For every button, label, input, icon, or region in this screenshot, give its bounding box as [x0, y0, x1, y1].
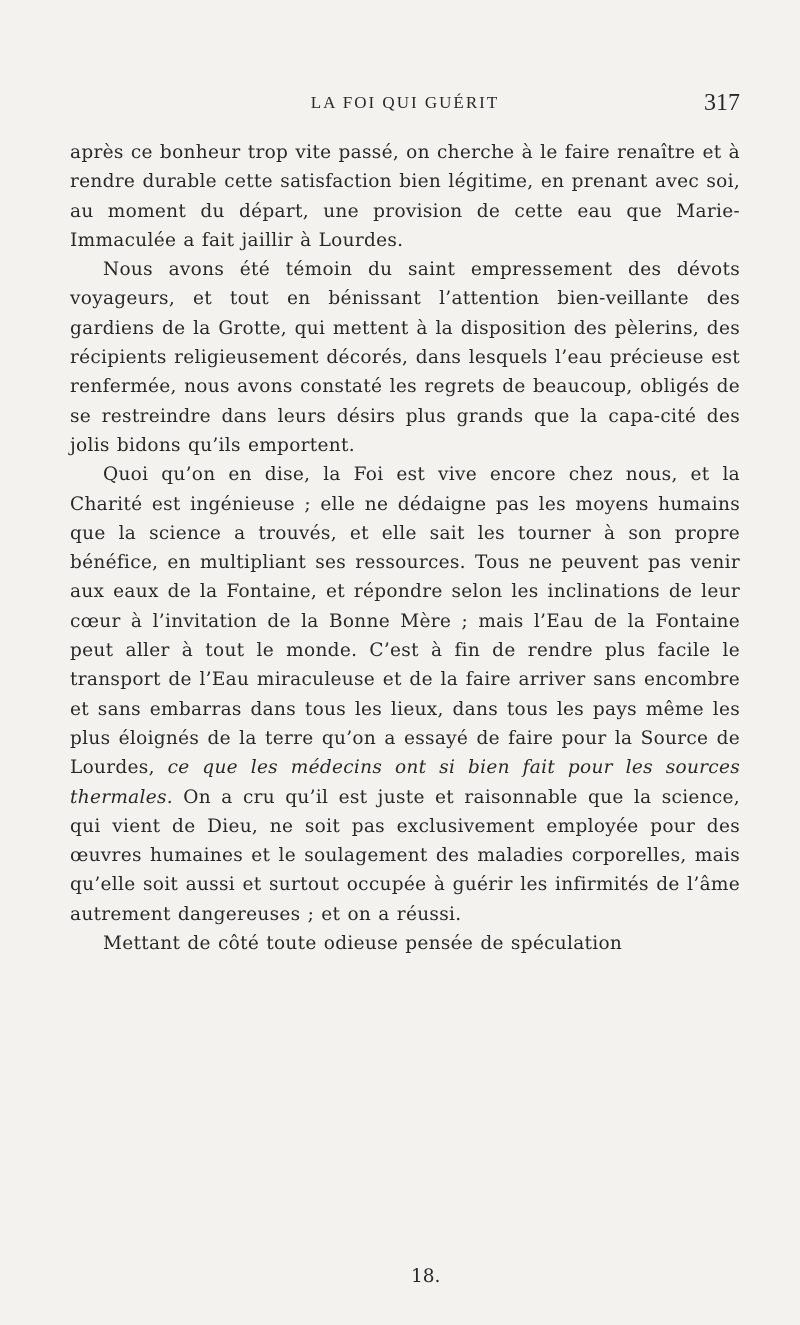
paragraph-3-italic: ce que les médecins ont si bien fait pour les sources thermales.: [70, 757, 740, 808]
paragraph-1: après ce bonheur trop vite passé, on cherche à le faire renaître et à rendre durable cette satisfaction bien légitime, en prenant avec soi, au moment du départ, une provision de cette eau que Marie-Immaculée a fait jaillir à Lourdes.: [70, 142, 740, 251]
paragraph-3-part-b: On a cru qu’il est juste et raisonnable que la science, qui vient de Dieu, ne soit pas exclusivement employée pour des œuvres humaines et le soulagement des maladies corporelles, mais qu’elle soit aussi et surtout occupée à guérir les infirmités de l’âme autrement dangereuses ; et on a réussi.: [70, 786, 740, 925]
running-head: [70, 88, 740, 118]
signature-mark: 18.: [411, 1266, 441, 1287]
paragraph-4: Mettant de côté toute odieuse pensée de spéculation: [103, 933, 623, 955]
body-text: [70, 138, 740, 958]
running-title: LA FOI QUI GUÉRIT: [310, 93, 500, 112]
paragraph-3: [70, 460, 740, 929]
paragraph-3-part-a: Quoi qu’on en dise, la Foi est vive encore chez nous, et la Charité est ingénieuse ; elle ne dédaigne pas les moyens humains que la science a trouvés, et elle sait les tourner à son propre bénéfice, en multipliant ses ressources. Tous ne peuvent pas venir aux eaux de la Fontaine, et répondre selon les inclinations de leur cœur à l’invitation de la Bonne Mère ; mais l’Eau de la Fontaine peut aller à tout le monde. C’est à fin de rendre plus facile le transport de l’Eau miraculeuse et de la faire arriver sans encombre et sans embarras dans tous les lieux, dans tous les pays même les plus éloignés de la terre qu’on a essayé de faire pour la Source de Lourdes,: [70, 464, 740, 779]
paragraph-2: Nous avons été témoin du saint empressement des dévots voyageurs, et tout en bénissant l’attention bien-veillante des gardiens de la Grotte, qui mettent à la disposition des pèlerins, des récipients religieusement décorés, dans lesquels l’eau précieuse est renfermée, nous avons constaté les regrets de beaucoup, obligés de se restreindre dans leurs désirs plus grands que la capa-cité des jolis bidons qu’ils emportent.: [70, 259, 740, 456]
page-number: 317: [704, 90, 740, 116]
